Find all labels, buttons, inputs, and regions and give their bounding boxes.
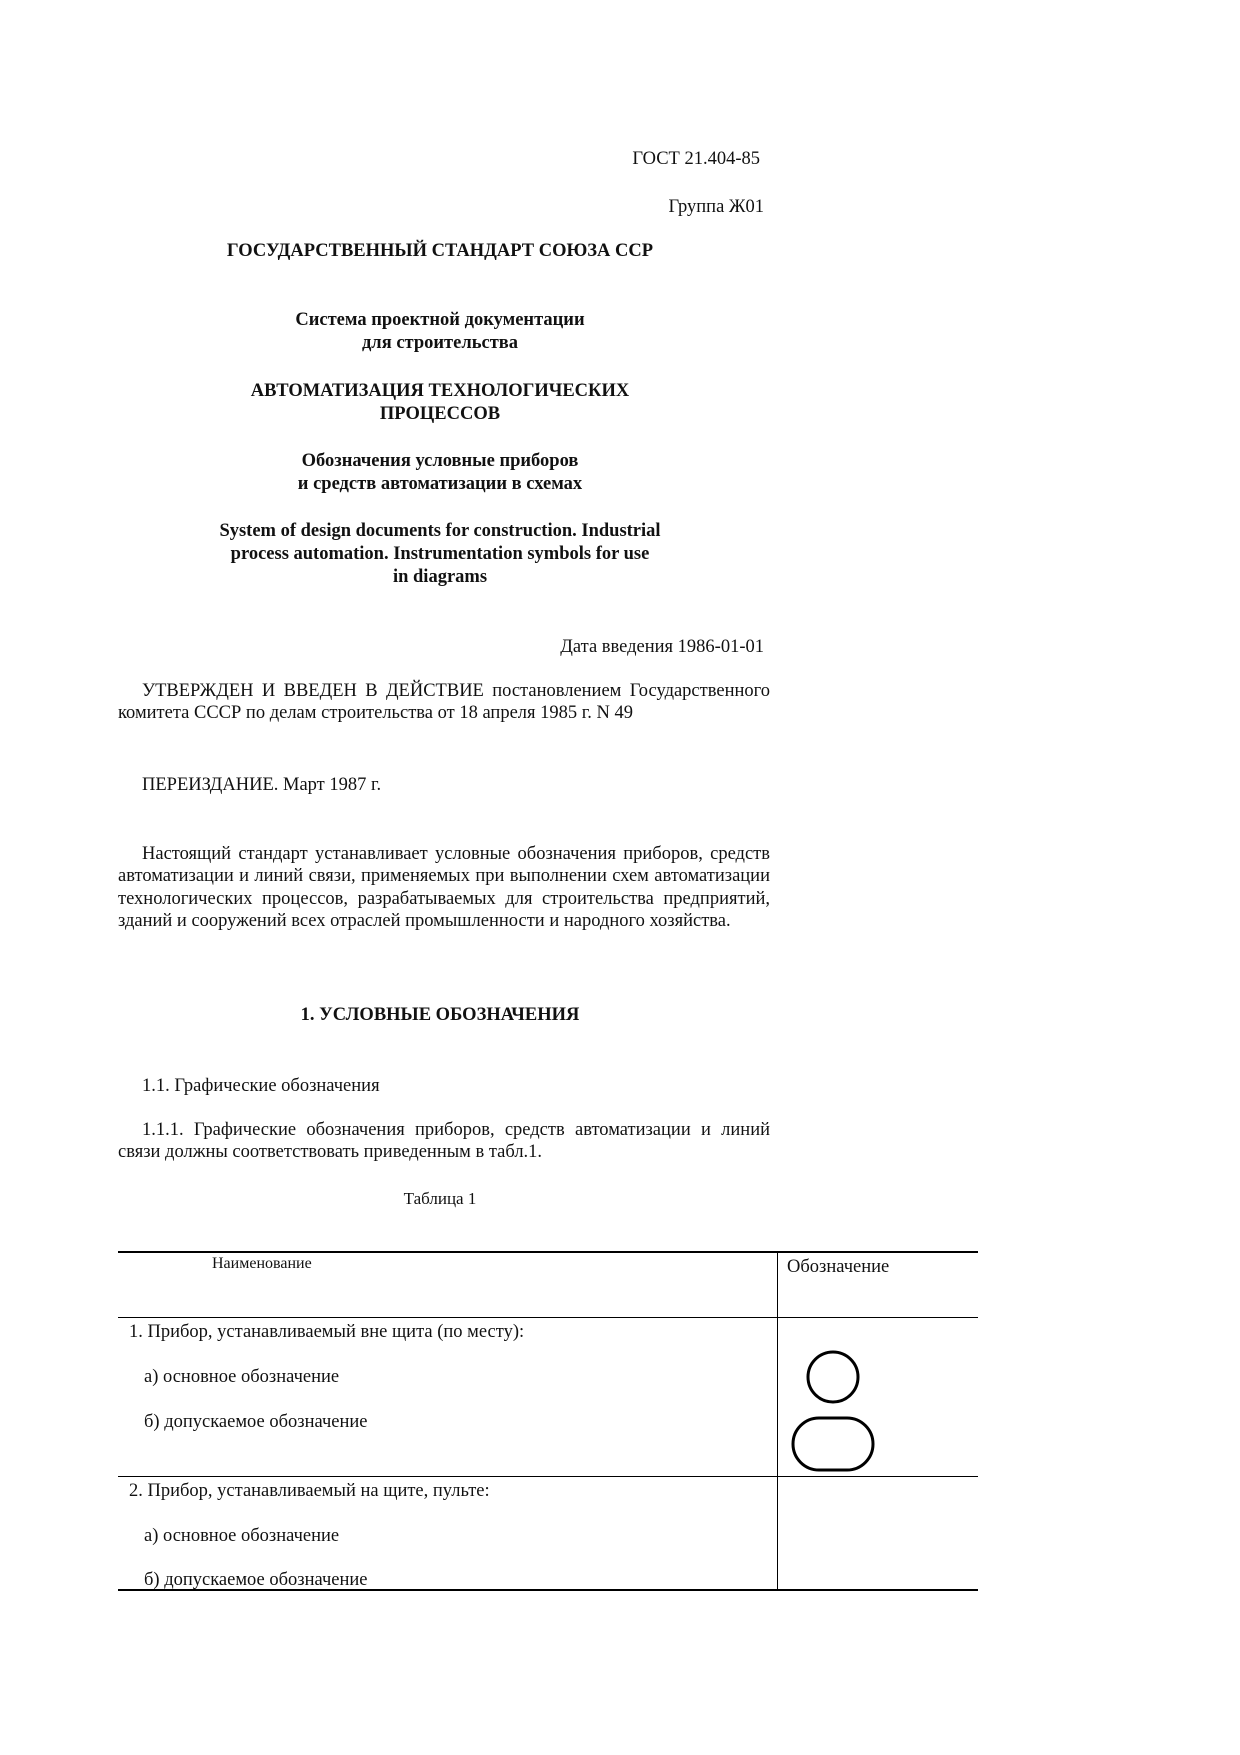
table-column-divider <box>777 1252 778 1590</box>
row-option-b: б) допускаемое обозначение <box>144 1570 368 1590</box>
main-title-line1: АВТОМАТИЗАЦИЯ ТЕХНОЛОГИЧЕСКИХ <box>250 381 630 401</box>
paragraph-1-1-1: 1.1.1. Графические обозначения приборов, средств автоматизации и линий связи должны соответствовать приведенным в табл.1. <box>118 1120 770 1163</box>
main-title-line2: ПРОЦЕССОВ <box>379 404 501 424</box>
row-title: 1. Прибор, устанавливаемый вне щита (по месту): <box>129 1322 525 1342</box>
subtitle-line2: и средств автоматизации в схемах <box>297 474 583 494</box>
row-option-a: а) основное обозначение <box>144 1367 340 1387</box>
rounded-rect-symbol-icon <box>790 1415 876 1473</box>
english-title-line1: System of design documents for construction. Industrial <box>219 521 661 541</box>
english-title-line3: in diagrams <box>392 567 488 587</box>
approval-paragraph: УТВЕРЖДЕН И ВВЕДЕН В ДЕЙСТВИЕ постановлением Государственного комитета СССР по делам строительства от 18 апреля 1985 г. N 49 <box>118 681 770 724</box>
section-heading: 1. УСЛОВНЫЕ ОБОЗНАЧЕНИЯ <box>300 1005 580 1025</box>
column-header-name: Наименование <box>212 1255 312 1272</box>
doc-code: ГОСТ 21.404-85 <box>632 149 760 169</box>
circle-symbol-icon <box>802 1349 864 1405</box>
system-title-line1: Система проектной документации <box>295 310 585 330</box>
table-header-rule <box>118 1317 978 1318</box>
row-option-b: б) допускаемое обозначение <box>144 1412 368 1432</box>
row-option-a: а) основное обозначение <box>144 1526 340 1546</box>
effective-date: Дата введения 1986-01-01 <box>560 637 764 657</box>
system-title-line2: для строительства <box>361 333 519 353</box>
state-standard-title: ГОСУДАРСТВЕННЫЙ СТАНДАРТ СОЮЗА ССР <box>226 241 654 261</box>
english-title-line2: process automation. Instrumentation symbols for use <box>230 544 650 564</box>
table-caption: Таблица 1 <box>403 1189 477 1208</box>
table-row1-rule-left <box>118 1476 778 1477</box>
row-title: 2. Прибор, устанавливаемый на щите, пульте: <box>129 1481 490 1501</box>
subsection-heading: 1.1. Графические обозначения <box>142 1076 380 1096</box>
table-row1-rule <box>778 1476 978 1477</box>
reissue-note: ПЕРЕИЗДАНИЕ. Март 1987 г. <box>142 775 382 795</box>
group-code: Группа Ж01 <box>668 197 764 217</box>
subtitle-line1: Обозначения условные приборов <box>301 451 579 471</box>
column-header-symbol: Обозначение <box>787 1257 890 1277</box>
scope-paragraph: Настоящий стандарт устанавливает условные обозначения приборов, средств автоматизации и линий связи, применяемых при выполнении схем автоматизации технологических процессов, разрабатываемых для строительства предприятий, зданий и сооружений всех отраслей промышленности и народного хозяйства. <box>118 844 770 932</box>
